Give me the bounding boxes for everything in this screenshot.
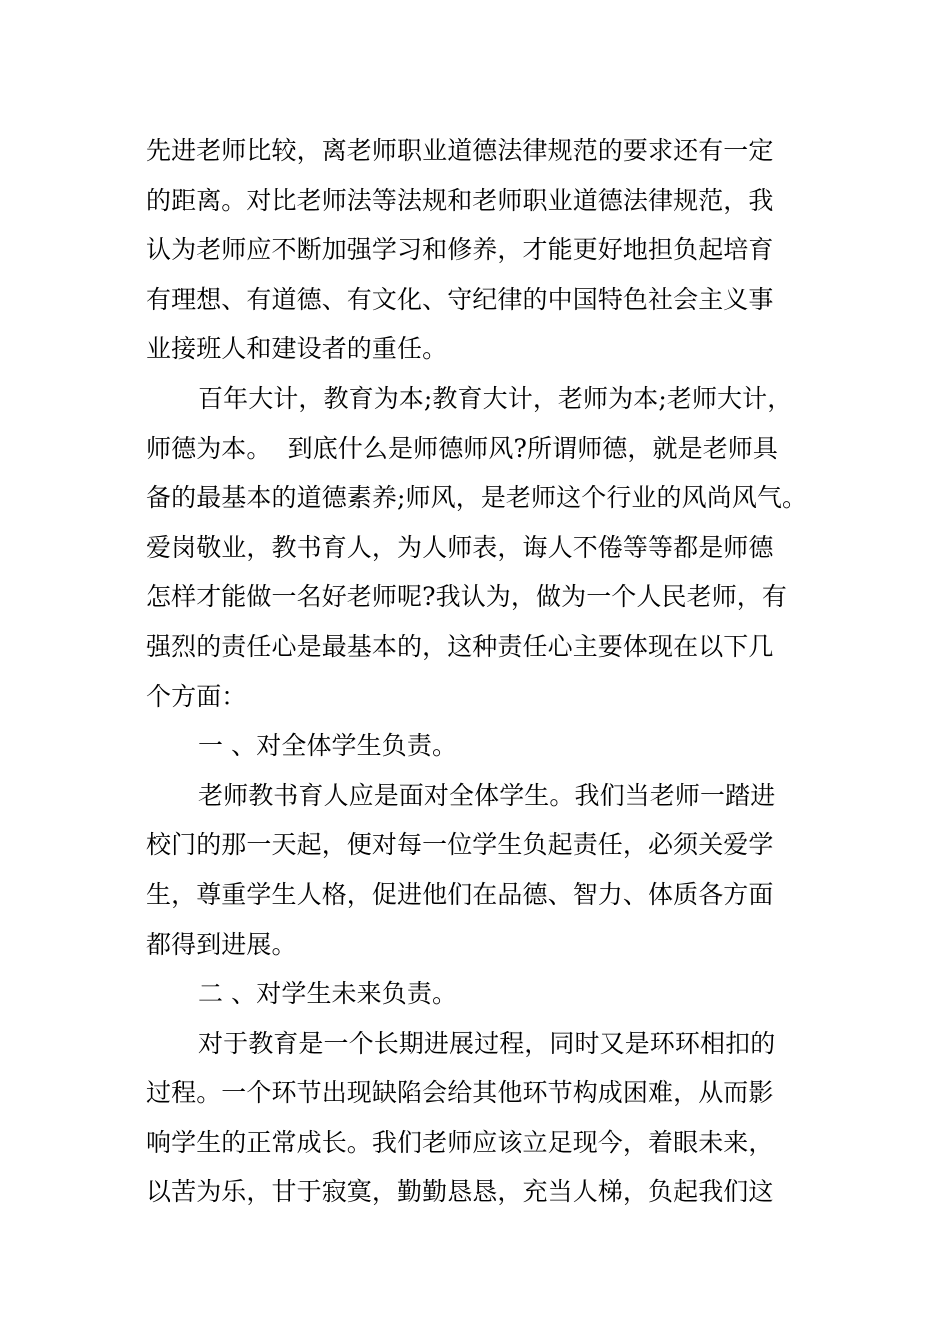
text-line: 业接班人和建设者的重任。	[146, 334, 448, 364]
text-line: 校门的那一天起，便对每一位学生负起责任，必须关爱学	[146, 830, 774, 860]
section-heading: 一 、对全体学生负责。	[198, 731, 458, 761]
text-line: 以苦为乐，甘于寂寞，勤勤恳恳，充当人梯，负起我们这	[146, 1177, 774, 1207]
text-line: 都得到进展。	[146, 929, 297, 959]
text-line: 的距离。对比老师法等法规和老师职业道德法律规范，我	[146, 185, 774, 215]
text-line: 怎样才能做一名好老师呢?我认为，做为一个人民老师，有	[146, 582, 788, 612]
text-line: 强烈的责任心是最基本的，这种责任心主要体现在以下几	[146, 631, 774, 661]
document-body	[146, 126, 836, 1217]
text-line: 响学生的正常成长。我们老师应该立足现今，着眼未来，	[146, 1127, 774, 1157]
text-line: 先进老师比较，离老师职业道德法律规范的要求还有一定	[146, 136, 774, 165]
text-line: 生，尊重学生人格，促进他们在品德、智力、体质各方面	[146, 879, 774, 909]
text-line: 认为老师应不断加强学习和修养，才能更好地担负起培育	[146, 235, 774, 265]
text-line: 过程。一个环节出现缺陷会给其他环节构成困难，从而影	[146, 1078, 774, 1108]
text-line: 对于教育是一个长期进展过程，同时又是环环相扣的	[198, 1028, 776, 1058]
text-line: 个方面：	[146, 681, 247, 711]
text-line: 百年大计，教育为本;教育大计，老师为本;老师大计，	[198, 383, 793, 413]
section-heading: 二 、对学生未来负责。	[198, 979, 458, 1009]
text-line: 备的最基本的道德素养;师风，是老师这个行业的风尚风气。	[146, 483, 808, 513]
text-line: 有理想、有道德、有文化、守纪律的中国特色社会主义事	[146, 284, 774, 314]
text-line: 师德为本。 到底什么是师德师风?所谓师德，就是老师具	[146, 433, 778, 463]
text-line: 爱岗敬业，教书育人，为人师表，诲人不倦等等都是师德	[146, 532, 774, 562]
text-line: 老师教书育人应是面对全体学生。我们当老师一踏进	[198, 780, 776, 810]
